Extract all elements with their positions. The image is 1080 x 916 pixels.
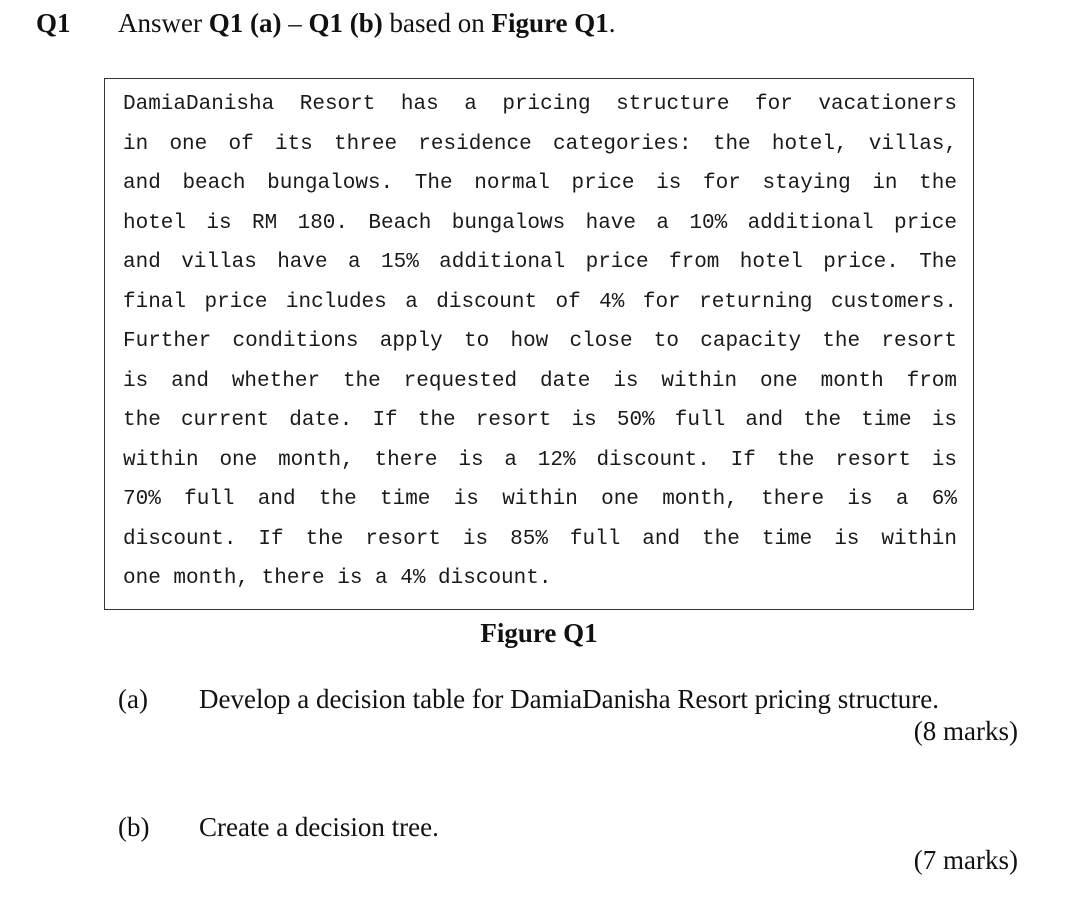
figure-line: the current date. If the resort is 50% full and the time is (123, 409, 957, 432)
figure-line: in one of its three residence categories: the hotel, villas, (123, 132, 957, 156)
figure-line: within one month, there is a 12% discount. If the resort is (123, 448, 957, 472)
intro-middle: based on (382, 8, 492, 38)
figure-line: Further conditions apply to how close to capacity the resort (123, 330, 957, 353)
intro-suffix: . (608, 8, 616, 38)
part-b-marks: (7 marks) (913, 845, 1018, 875)
question-intro (118, 8, 615, 39)
figure-line: and beach bungalows. The normal price is for staying in the (123, 172, 957, 195)
figure-line: DamiaDanisha Resort has a pricing structure for vacationers (123, 93, 957, 116)
figure-line: discount. If the resort is 85% full and the time is within (123, 527, 957, 551)
figure-box (104, 78, 974, 610)
question-number: Q1 (36, 8, 71, 38)
part-b-label: (b) (118, 812, 150, 842)
intro-figure-ref: Figure Q1 (491, 8, 609, 38)
figure-line: 70% full and the time is within one month, there is a 6% (123, 488, 957, 511)
intro-part-a-ref: Q1 (a) (208, 8, 282, 38)
part-a-text: Develop a decision table for DamiaDanisha Resort pricing structure. (199, 684, 940, 714)
part-b-text: Create a decision tree. (199, 812, 439, 842)
figure-text (123, 85, 957, 599)
figure-line: one month, there is a 4% discount. (123, 567, 552, 590)
figure-caption: Figure Q1 (480, 618, 598, 648)
figure-line: and villas have a 15% additional price from hotel price. The (123, 251, 957, 274)
intro-prefix: Answer (118, 8, 209, 38)
intro-part-b-ref: Q1 (b) (308, 8, 383, 38)
intro-dash: – (281, 8, 309, 38)
part-a-marks: (8 marks) (913, 716, 1018, 746)
part-a-label: (a) (118, 684, 148, 714)
figure-line: final price includes a discount of 4% for returning customers. (123, 290, 957, 314)
figure-line: hotel is RM 180. Beach bungalows have a 10% additional price (123, 211, 957, 235)
figure-line: is and whether the requested date is within one month from (123, 369, 957, 393)
